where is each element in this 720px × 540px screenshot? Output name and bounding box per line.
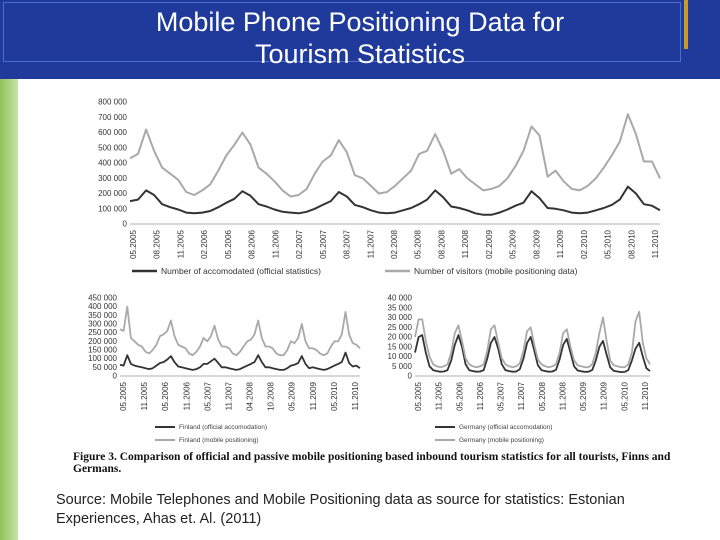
x-tick-label: 05.2006 <box>455 382 465 411</box>
x-tick-label: 05.2009 <box>579 382 589 411</box>
x-tick-label: 11.2009 <box>556 230 566 259</box>
x-tick-label: 11.2010 <box>351 382 360 411</box>
y-tick-label: 35 000 <box>387 303 412 313</box>
x-tick-label: 04.2008 <box>245 382 255 411</box>
x-tick-label: 11.2007 <box>366 230 376 259</box>
x-tick-label: 02.2006 <box>200 230 210 259</box>
x-tick-label: 11.2005 <box>176 230 186 259</box>
x-tick-label: 05.2010 <box>329 382 339 411</box>
x-tick-label: 02.2008 <box>390 230 399 259</box>
x-tick-label: 08.2010 <box>627 230 637 259</box>
series-line-mobile <box>415 312 650 368</box>
x-tick-label: 05.2005 <box>414 382 423 411</box>
x-tick-label: 05.2010 <box>603 230 613 259</box>
slide-title-line2: Tourism Statistics <box>254 39 466 69</box>
y-tick-label: 0 <box>407 371 412 381</box>
x-tick-label: 08.2006 <box>247 230 257 259</box>
y-tick-label: 200 000 <box>98 189 127 198</box>
x-tick-label: 05.2006 <box>223 230 233 259</box>
x-tick-label: 02.2007 <box>295 230 305 259</box>
chart-germany <box>388 294 650 411</box>
series-line-mobile <box>120 307 360 356</box>
y-tick-label: 40 000 <box>387 293 412 303</box>
figure-caption: Figure 3. Comparison of official and passive mobile positioning based inbound tourism statistics for all tourists, Finns and Germans. <box>73 451 671 475</box>
x-tick-label: 11.2008 <box>461 230 471 259</box>
source-citation: Source: Mobile Telephones and Mobile Positioning data as source for statistics: Estonian Experiences, Ahas et. Al. (2011) <box>56 492 625 527</box>
x-tick-label: 11.2009 <box>599 382 609 411</box>
x-tick-label: 11.2005 <box>140 382 150 411</box>
y-tick-label: 30 000 <box>387 313 412 322</box>
figure-panel <box>70 88 680 480</box>
chart-all-tourists <box>98 98 660 259</box>
y-tick-label: 5 000 <box>391 361 412 371</box>
x-tick-label: 11.2010 <box>641 382 650 411</box>
y-tick-label: 200 000 <box>88 336 117 346</box>
y-tick-label: 0 <box>112 371 117 381</box>
x-tick-label: 05.2007 <box>203 382 213 411</box>
y-tick-label: 150 000 <box>88 345 117 355</box>
y-tick-label: 700 000 <box>98 112 127 122</box>
y-tick-label: 20 000 <box>387 332 412 342</box>
y-tick-label: 400 000 <box>88 302 117 312</box>
x-tick-label: 05.2009 <box>287 382 297 411</box>
y-tick-label: 10 000 <box>387 352 412 361</box>
y-tick-label: 500 000 <box>98 143 127 153</box>
slide-title-line1: Mobile Phone Positioning Data for <box>155 7 565 37</box>
x-tick-label: 05.2008 <box>413 230 423 259</box>
y-tick-label: 100 000 <box>98 204 127 214</box>
x-tick-label: 05.2005 <box>119 382 128 411</box>
x-tick-label: 11.2006 <box>271 230 281 259</box>
x-tick-label: 02.2009 <box>484 230 494 259</box>
x-tick-label: 05.2007 <box>318 230 328 259</box>
x-tick-label: 11.2006 <box>475 382 485 411</box>
y-tick-label: 0 <box>122 219 127 229</box>
x-tick-label: 11.2009 <box>308 382 318 411</box>
slide-title <box>0 6 720 70</box>
x-tick-label: 08.2009 <box>532 230 542 259</box>
y-tick-label: 450 000 <box>88 293 117 303</box>
x-tick-label: 10.2008 <box>266 382 276 411</box>
y-tick-label: 15 000 <box>387 342 412 352</box>
charts-svg <box>70 88 680 480</box>
x-tick-label: 11.2005 <box>434 382 444 411</box>
y-tick-label: 300 000 <box>98 173 127 183</box>
y-tick-label: 800 000 <box>98 97 127 107</box>
legend-label-mobile: Number of visitors (mobile positioning data) <box>414 266 578 276</box>
x-tick-label: 05.2010 <box>620 382 630 411</box>
y-tick-label: 50 000 <box>92 362 117 372</box>
y-tick-label: 350 000 <box>88 310 117 320</box>
legend-label-ger-mobile: Germany (mobile positioning) <box>459 437 544 444</box>
x-tick-label: 02.2010 <box>579 230 589 259</box>
x-tick-label: 08.2007 <box>342 230 352 259</box>
x-tick-label: 05.2006 <box>161 382 171 411</box>
legend-label-ger-official: Germany (official accomodation) <box>459 424 553 431</box>
x-tick-label: 05.2007 <box>496 382 506 411</box>
x-tick-label: 11.2008 <box>558 382 568 411</box>
x-tick-label: 05.2008 <box>537 382 547 411</box>
x-tick-label: 11.2010 <box>651 230 660 259</box>
y-tick-label: 25 000 <box>387 322 412 332</box>
y-tick-label: 400 000 <box>98 158 127 168</box>
side-stripe <box>0 79 18 540</box>
x-tick-label: 11.2006 <box>182 382 192 411</box>
x-tick-label: 11.2007 <box>517 382 527 411</box>
x-tick-label: 05.2005 <box>129 230 138 259</box>
series-line-mobile <box>130 114 660 196</box>
legend-label-official: Number of accomodated (official statistics) <box>161 266 321 276</box>
legend-label-fin-mobile: Finland (mobile positioning) <box>179 437 259 444</box>
x-tick-label: 08.2008 <box>437 230 447 259</box>
x-tick-label: 08.2005 <box>152 230 162 259</box>
y-tick-label: 100 000 <box>88 354 117 364</box>
x-tick-label: 11.2007 <box>224 382 234 411</box>
x-tick-label: 05.2009 <box>508 230 518 259</box>
legend-label-fin-official: Finland (official accomodation) <box>179 424 268 431</box>
y-tick-label: 600 000 <box>98 128 127 137</box>
y-tick-label: 250 000 <box>88 328 117 338</box>
y-tick-label: 300 000 <box>88 319 117 329</box>
chart-finland <box>88 294 360 411</box>
